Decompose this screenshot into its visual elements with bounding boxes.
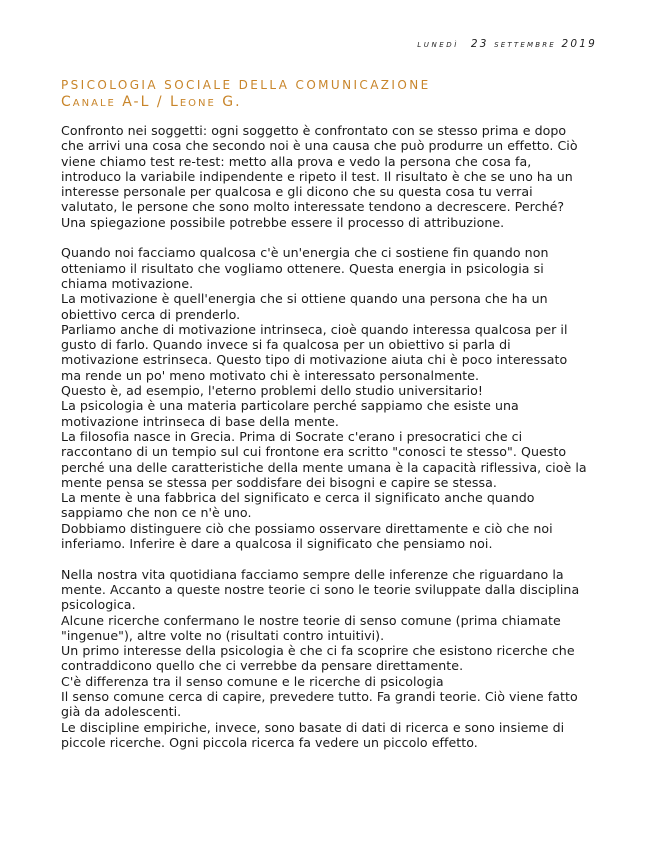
text-line: Nella nostra vita quotidiana facciamo sempre delle inferenze che riguardano la bbox=[61, 566, 564, 582]
text-line: raccontano di un tempio sul cui frontone era scritto "conosci te stesso". Questo bbox=[61, 444, 567, 460]
text-line: motivazione intrinseca di base della mente. bbox=[61, 413, 339, 429]
text-line: mente. Accanto a queste nostre teorie ci sono le teorie sviluppate dalla disciplina bbox=[61, 581, 580, 597]
text-line: "ingenue"), altre volte no (risultati contro intuitivi). bbox=[61, 627, 385, 643]
text-line: Le discipline empiriche, invece, sono basate di dati di ricerca e sono insieme di bbox=[61, 719, 565, 735]
text-line: interesse personale per qualcosa e gli dicono che su questa cosa tu verrai bbox=[61, 184, 533, 200]
text-line: perché una delle caratteristiche della mente umana è la capacità riflessiva, cioè la bbox=[61, 459, 587, 475]
text-line: chiama motivazione. bbox=[61, 275, 194, 291]
paragraph bbox=[61, 245, 606, 551]
text-line: La psicologia è una materia particolare perché sappiamo che esiste una bbox=[61, 398, 519, 414]
course-title: PSICOLOGIA SOCIALE DELLA COMUNICAZIONE bbox=[61, 78, 431, 92]
text-line: psicologica. bbox=[61, 597, 136, 613]
text-line: Quando noi facciamo qualcosa c'è un'energia che ci sostiene fin quando non bbox=[61, 245, 549, 261]
text-line: Alcune ricerche confermano le nostre teorie di senso comune (prima chiamate bbox=[61, 612, 561, 628]
text-line: otteniamo il risultato che vogliamo ottenere. Questa energia in psicologia si bbox=[61, 260, 544, 276]
date-day: lunedì bbox=[417, 38, 459, 50]
text-line: gusto di farlo. Quando invece si fa qualcosa per un obiettivo si parla di bbox=[61, 337, 511, 353]
text-line: valutato, le persone che sono molto interessate tendono a decrescere. Perché? bbox=[61, 199, 565, 215]
text-line: piccole ricerche. Ogni piccola ricerca fa vedere un piccolo effetto. bbox=[61, 734, 478, 750]
text-line: che arrivi una cosa che secondo noi è una causa che può produrre un effetto. Ciò bbox=[61, 138, 578, 154]
text-line: motivazione estrinseca. Questo tipo di motivazione aiuta chi è poco interessato bbox=[61, 352, 568, 368]
text-line: C'è differenza tra il senso comune e le ricerche di psicologia bbox=[61, 673, 444, 689]
document-heading bbox=[61, 77, 431, 111]
text-line: viene chiamo test re-test: metto alla prova e vedo la persona che cosa fa, bbox=[61, 153, 532, 169]
paragraph-spacer bbox=[61, 230, 606, 245]
paragraph-spacer bbox=[61, 551, 606, 566]
document-body bbox=[61, 123, 606, 750]
text-line: Un primo interesse della psicologia è che ci fa scoprire che esistono ricerche che bbox=[61, 643, 575, 659]
text-line: inferiamo. Inferire è dare a qualcosa il significato che pensiamo noi. bbox=[61, 536, 493, 552]
text-line: Una spiegazione possibile potrebbe essere il processo di attribuzione. bbox=[61, 214, 505, 230]
text-line: Questo è, ad esempio, l'eterno problemi dello studio universitario! bbox=[61, 383, 483, 399]
text-line: introduco la variabile indipendente e ripeto il test. Il risultato è che se uno ha un bbox=[61, 168, 573, 184]
page-date bbox=[417, 38, 597, 50]
date-text: 23 settembre 2019 bbox=[470, 38, 597, 50]
text-line: La filosofia nasce in Grecia. Prima di Socrate c'erano i presocratici che ci bbox=[61, 428, 523, 444]
text-line: già da adolescenti. bbox=[61, 704, 182, 720]
text-line: Il senso comune cerca di capire, prevedere tutto. Fa grandi teorie. Ciò viene fatto bbox=[61, 688, 578, 704]
text-line: contraddicono quello che ci verrebbe da pensare direttamente. bbox=[61, 658, 464, 674]
text-line: Confronto nei soggetti: ogni soggetto è confrontato con se stesso prima e dopo bbox=[61, 123, 567, 138]
text-line: La motivazione è quell'energia che si ottiene quando una persona che ha un bbox=[61, 291, 548, 307]
text-line: mente pensa se stessa per soddisfare dei bisogni e capire se stessa. bbox=[61, 474, 497, 490]
paragraph bbox=[61, 123, 606, 230]
text-line: obiettivo cerca di prenderlo. bbox=[61, 306, 241, 322]
paragraph bbox=[61, 567, 606, 751]
text-line: sappiamo che non ce n'è uno. bbox=[61, 505, 252, 521]
text-line: Dobbiamo distinguere ciò che possiamo osservare direttamente e ciò che noi bbox=[61, 520, 553, 536]
text-line: ma rende un po' meno motivato chi è interessato personalmente. bbox=[61, 367, 480, 383]
text-line: Parliamo anche di motivazione intrinseca, cioè quando interessa qualcosa per il bbox=[61, 321, 568, 337]
course-subtitle: Canale A-L / Leone G. bbox=[61, 94, 242, 110]
text-line: La mente è una fabbrica del significato e cerca il significato anche quando bbox=[61, 490, 535, 506]
